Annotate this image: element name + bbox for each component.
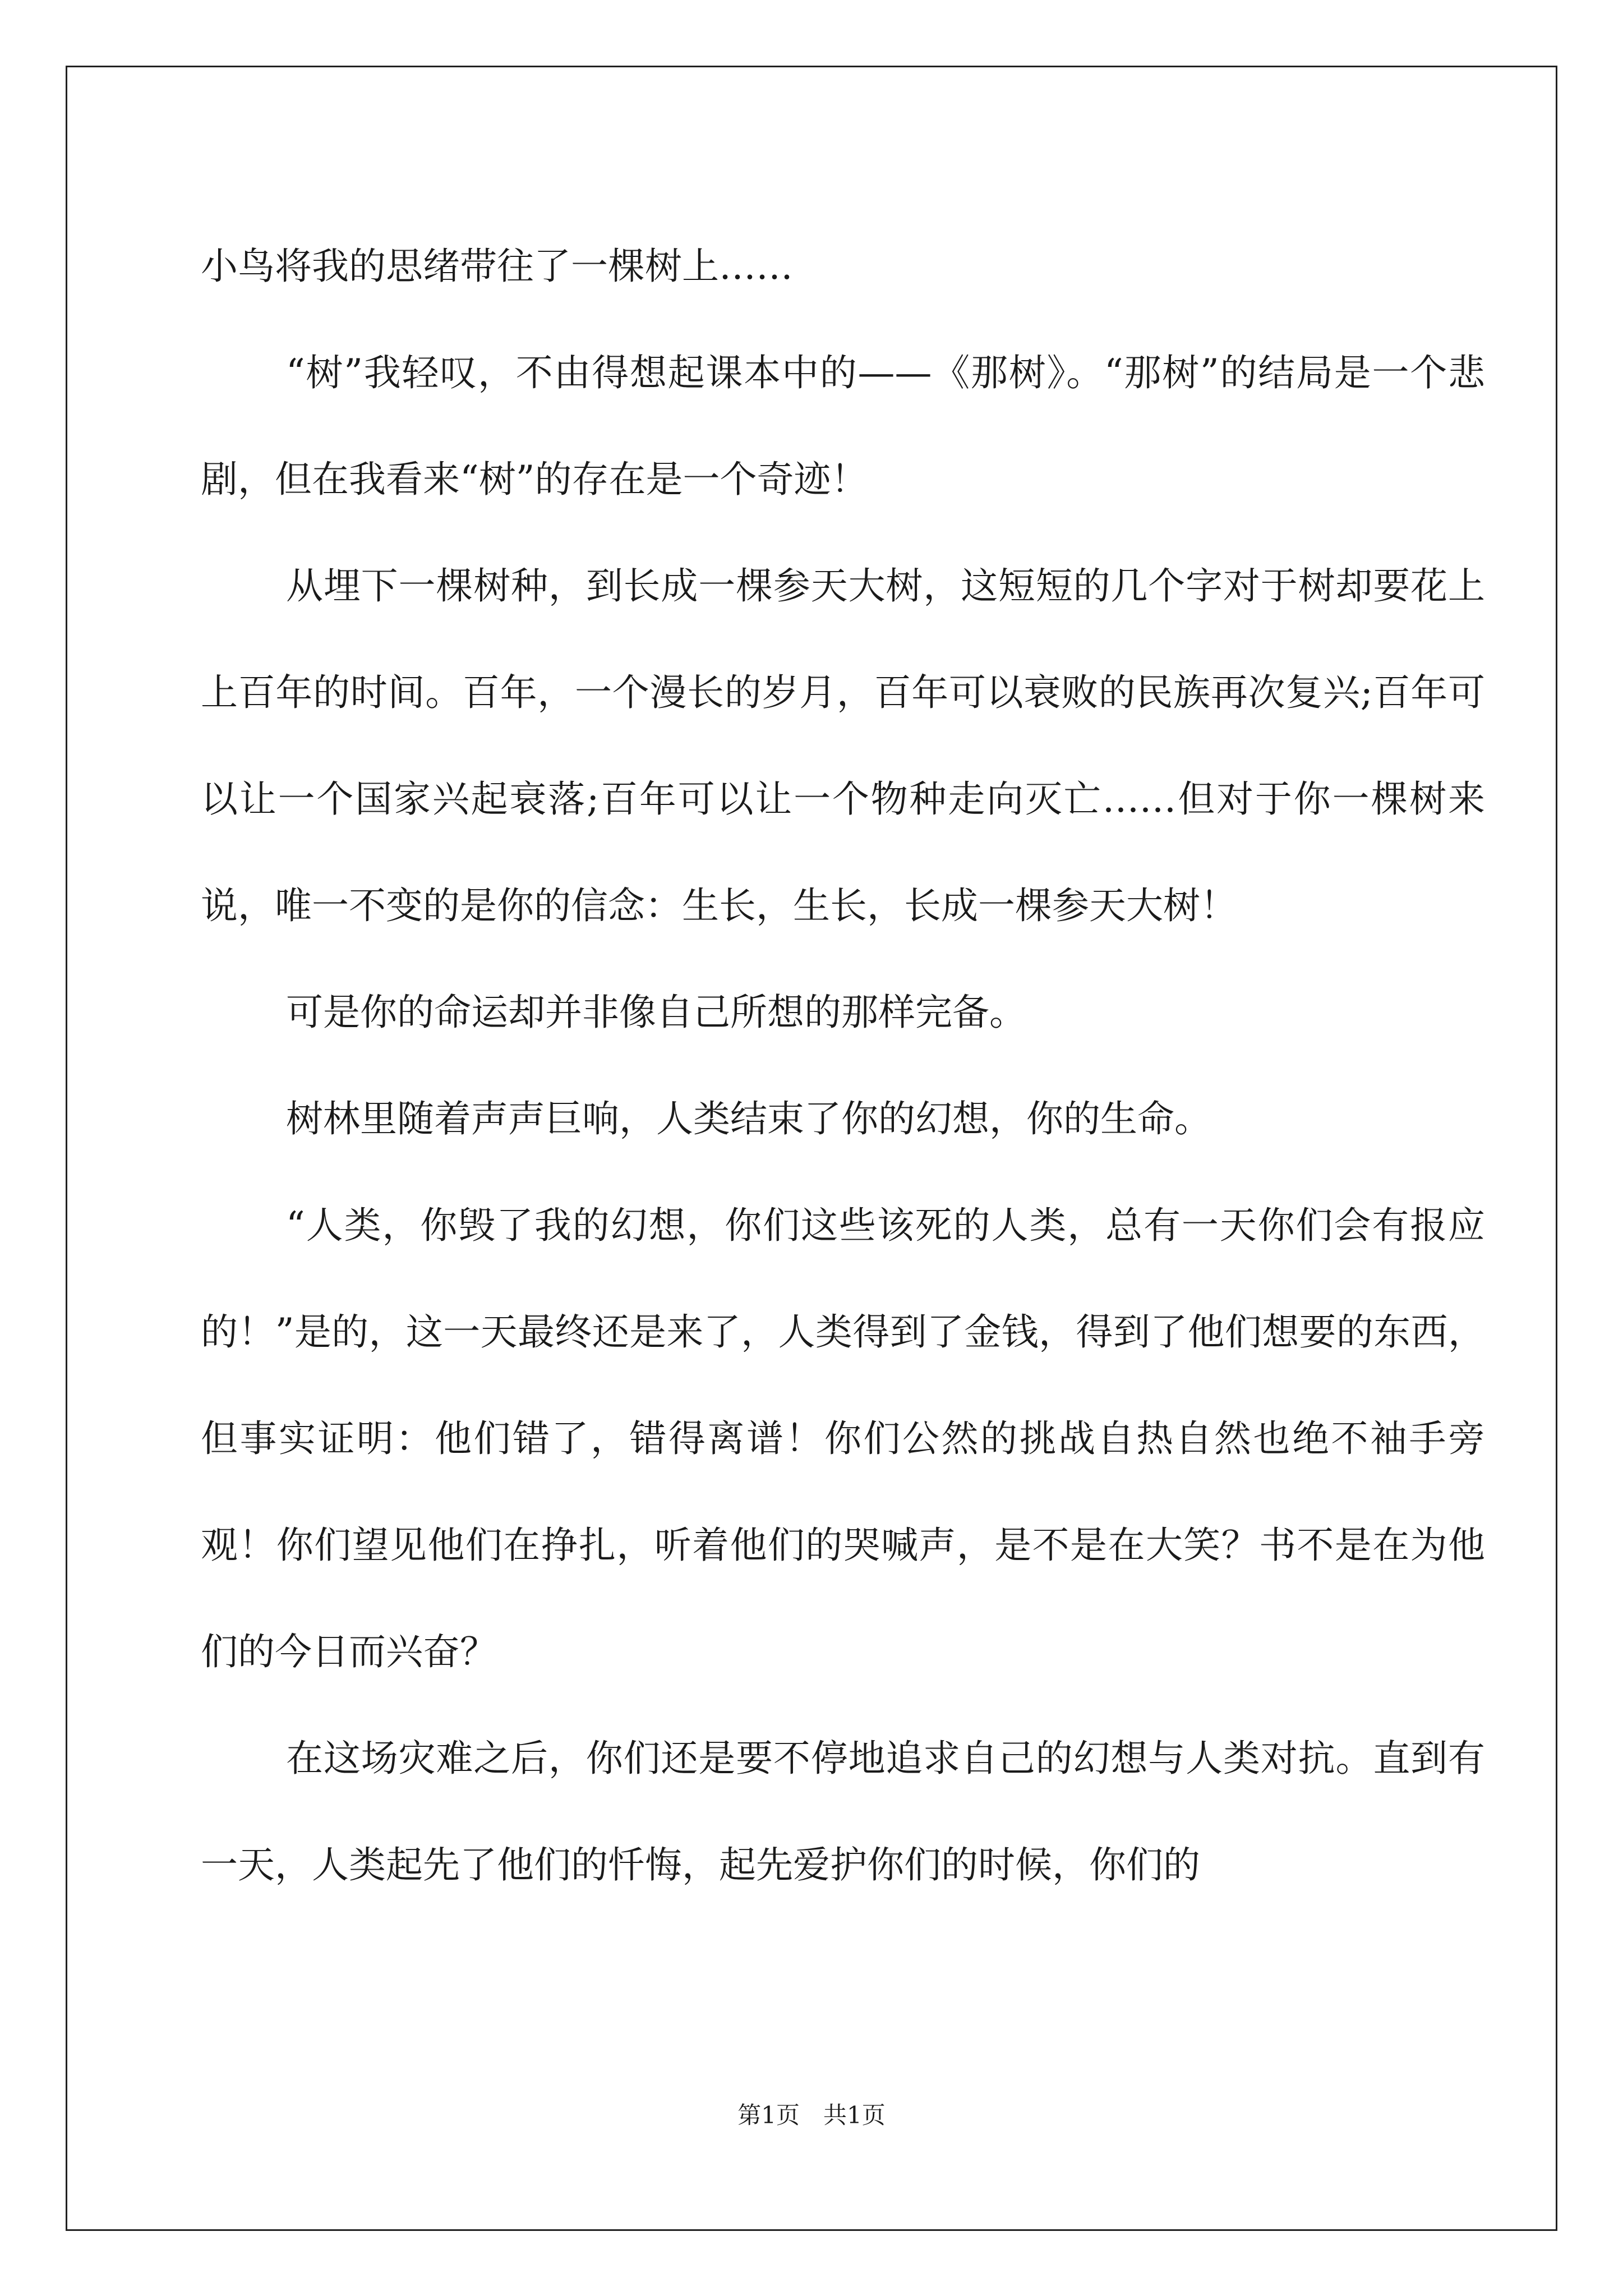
- document-body: [201, 213, 1485, 1918]
- paragraph-7: 在这场灾难之后，你们还是要不停地追求自己的幻想与人类对抗。直到有一天，人类起先了他们的忏悔，起先爱护你们的时候，你们的: [201, 1737, 1485, 1887]
- paragraph-5: 树林里随着声声巨响，人类结束了你的幻想，你的生命。: [286, 1097, 1211, 1140]
- paragraph-3: 从埋下一棵树种，到长成一棵参天大树，这短短的几个字对于树却要花上上百年的时间。百年，一个漫长的岁月，百年可以衰败的民族再次复兴;百年可以让一个国家兴起衰落;百年可以让一个物种走向灭亡……但对于你一棵树来说，唯一不变的是你的信念：生长，生长，长成一棵参天大树！: [201, 564, 1485, 927]
- paragraph-4: 可是你的命运却并非像自己所想的那样完备。: [286, 991, 1026, 1034]
- paragraph-1: 小鸟将我的思绪带往了一棵树上……: [201, 245, 793, 288]
- paragraph-2: “树”我轻叹，不由得想起课本中的——《那树》。“那树”的结局是一个悲剧，但在我看来“树”的存在是一个奇迹！: [201, 351, 1485, 501]
- page-footer: 第1页 共1页: [737, 2101, 886, 2129]
- paragraph-6: “人类，你毁了我的幻想，你们这些该死的人类，总有一天你们会有报应的！”是的，这一天最终还是来了，人类得到了金钱，得到了他们想要的东西，但事实证明：他们错了，错得离谱！你们公然的挑战自热自然也绝不袖手旁观！你们望见他们在挣扎，听着他们的哭喊声，是不是在大笑？书不是在为他们的今日而兴奋？: [201, 1204, 1485, 1673]
